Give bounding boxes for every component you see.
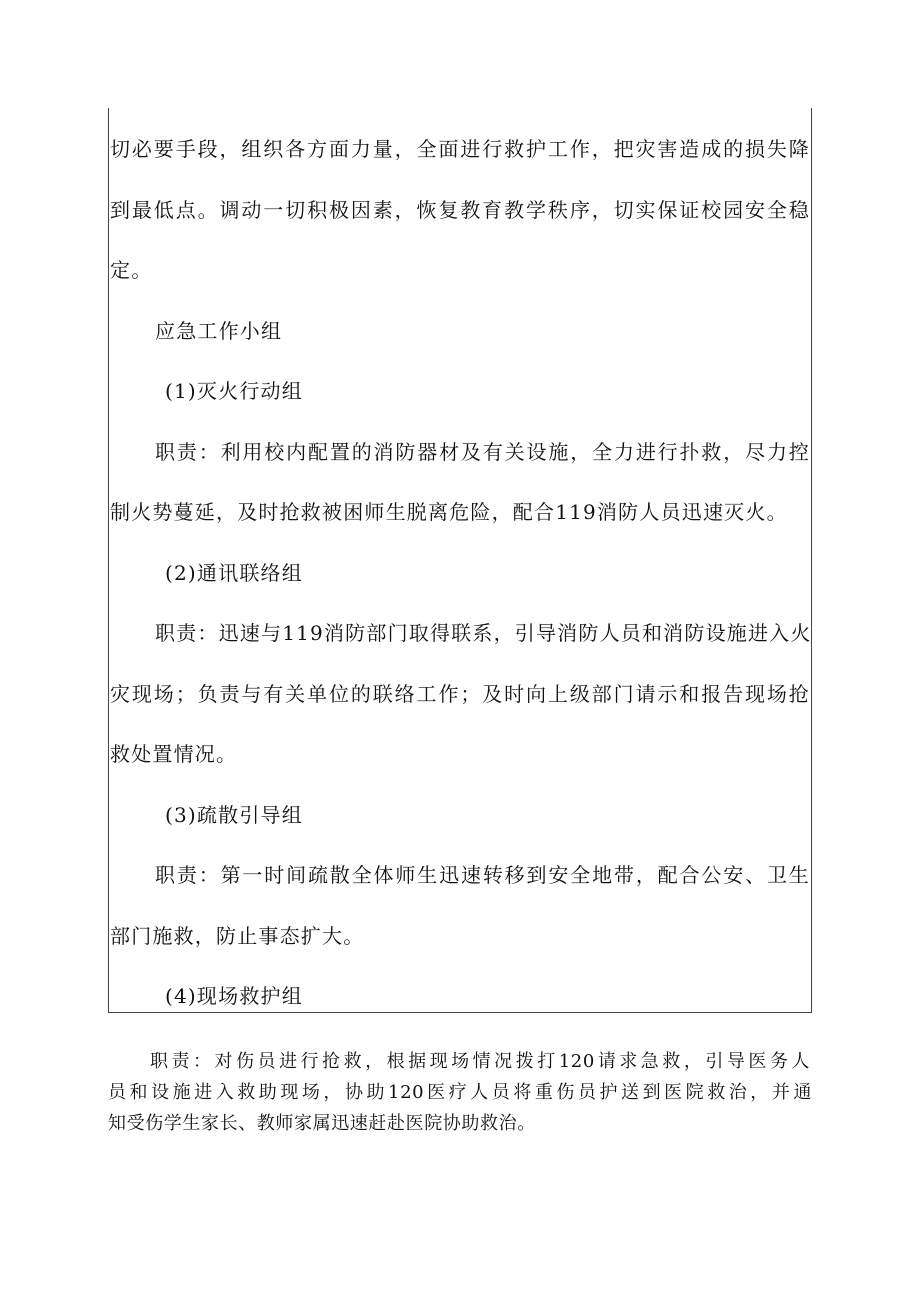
paragraph-line: 职责：对伤员进行抢救，根据现场情况拨打120请求急救，引导医务人	[150, 1051, 810, 1072]
paragraph-line: 救处置情况。	[110, 742, 238, 766]
section-heading: 应急工作小组	[155, 319, 283, 343]
paragraph-line: 定。	[110, 258, 153, 282]
paragraph-line: 知受伤学生家长、教师家属迅速赶赴医院协助救治。	[108, 1113, 536, 1134]
paragraph-line: 职责：利用校内配置的消防器材及有关设施，全力进行扑救，尽力控	[155, 440, 810, 464]
group-heading-rescue: (4)现场救护组	[165, 984, 303, 1008]
paragraph-line: 制火势蔓延，及时抢救被困师生脱离危险，配合119消防人员迅速灭火。	[110, 500, 788, 524]
paragraph-line: 切必要手段，组织各方面力量，全面进行救护工作，把灾害造成的损失降	[110, 137, 810, 161]
paragraph-line: 职责：第一时间疏散全体师生迅速转移到安全地带，配合公安、卫生	[155, 863, 810, 887]
group-heading-evac: (3)疏散引导组	[165, 803, 303, 827]
paragraph-line: 职责：迅速与119消防部门取得联系，引导消防人员和消防设施进入火	[155, 621, 812, 645]
group-heading-comm: (2)通讯联络组	[165, 561, 303, 585]
paragraph-line: 到最低点。调动一切积极因素，恢复教育教学秩序，切实保证校园安全稳	[110, 198, 810, 222]
paragraph-line: 员和设施进入救助现场，协助120医疗人员将重伤员护送到医院救治，并通	[108, 1082, 812, 1103]
group-heading-fire: (1)灭火行动组	[165, 379, 303, 403]
paragraph-line: 部门施救，防止事态扩大。	[110, 924, 365, 948]
paragraph-line: 灾现场；负责与有关单位的联络工作；及时向上级部门请示和报告现场抢	[110, 682, 810, 706]
